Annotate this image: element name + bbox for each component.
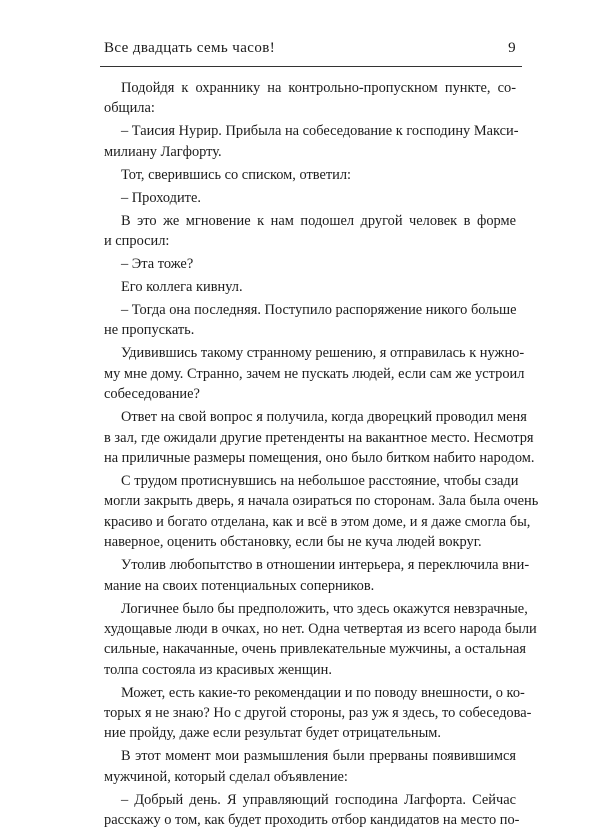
text-line: Удивившись такому странному решению, я отправилась к нужно- — [121, 345, 525, 362]
text-line: общила: — [104, 100, 155, 117]
paragraph — [104, 300, 516, 341]
paragraph — [104, 599, 537, 681]
paragraph — [104, 165, 516, 185]
paragraph — [104, 555, 530, 596]
text-line: ние пройду, даже если результат будет отрицательным. — [104, 725, 442, 742]
text-line: не пропускать. — [104, 322, 195, 339]
text-line: Подойдя к охраннику на контрольно-пропускном пункте, со- — [121, 80, 516, 96]
paragraph — [104, 78, 516, 119]
text-line: красиво и богато отделана, как и всё в этом доме, и я даже смогла бы, — [104, 513, 531, 530]
text-line: Ответ на свой вопрос я получила, когда дворецкий проводил меня — [121, 409, 527, 426]
paragraph — [104, 471, 539, 553]
text-line: собеседование? — [104, 386, 200, 403]
text-line: Логичнее было бы предположить, что здесь окажутся невзрачные, — [121, 600, 528, 617]
text-line: толпа состояла из красивых женщин. — [104, 661, 332, 678]
text-line: – Тогда она последняя. Поступило распоряжение никого больше — [121, 302, 517, 319]
text-line: мужчиной, который сделал объявление: — [104, 768, 348, 785]
text-line: на приличные размеры помещения, оно было битком набито народом. — [104, 449, 535, 466]
paragraph — [104, 790, 520, 831]
body-text — [104, 78, 539, 833]
text-line: Может, есть какие-то рекомендации и по поводу внешности, о ко- — [121, 684, 525, 701]
text-line: Его коллега кивнул. — [121, 279, 243, 296]
text-line: – Добрый день. Я управляющий господина Лагфорта. Сейчас — [121, 791, 516, 808]
text-line: сильные, накачанные, очень привлекательные мужчины, а остальная — [104, 641, 526, 658]
text-line: наверное, оценить обстановку, если бы не куча людей вокруг. — [104, 534, 482, 551]
text-line: – Проходите. — [121, 189, 201, 206]
paragraph — [104, 211, 516, 252]
paragraph — [104, 277, 516, 297]
paragraph — [104, 683, 532, 744]
text-line: Тот, сверившись со списком, ответил: — [121, 166, 352, 183]
text-line: му мне дому. Странно, зачем не пускать людей, если сам же устроил — [104, 365, 525, 382]
paragraph — [104, 746, 516, 787]
text-line: В это же мгновение к нам подошел другой человек в форме — [121, 212, 516, 229]
text-line: Утолив любопытство в отношении интерьера, я переключила вни- — [121, 557, 530, 574]
text-line: и спросил: — [104, 233, 170, 250]
text-line: милиану Лагфорту. — [104, 143, 222, 160]
text-line: могли закрыть дверь, я начала озираться по сторонам. Зала была очень — [104, 493, 539, 510]
chapter-title: Все двадцать семь часов! — [104, 40, 276, 56]
text-line: В этот момент мои размышления были прерваны появившимся — [121, 748, 516, 765]
text-line: С трудом протиснувшись на небольшое расстояние, чтобы сзади — [121, 472, 519, 489]
running-head — [104, 40, 516, 60]
text-line: – Эта тоже? — [121, 256, 194, 273]
paragraph — [104, 343, 525, 404]
text-line: – Таисия Нурир. Прибыла на собеседование к господину Макси- — [121, 123, 519, 140]
text-line: худощавые люди в очках, но нет. Одна четвертая из всего народа были — [104, 620, 537, 637]
paragraph — [104, 254, 516, 274]
paragraph — [104, 121, 519, 162]
paragraph — [104, 407, 535, 468]
text-line: расскажу о том, как будет проходить отбор кандидатов на место по- — [104, 812, 520, 829]
text-line: в зал, где ожидали другие претенденты на вакантное место. Несмотря — [104, 429, 534, 446]
paragraph — [104, 188, 516, 208]
page-number: 9 — [508, 40, 516, 56]
header-rule — [100, 66, 522, 67]
text-line: торых я не знаю? Но с другой стороны, раз уж я здесь, то собеседова- — [104, 705, 532, 722]
text-line: мание на своих потенциальных соперников. — [104, 577, 375, 594]
